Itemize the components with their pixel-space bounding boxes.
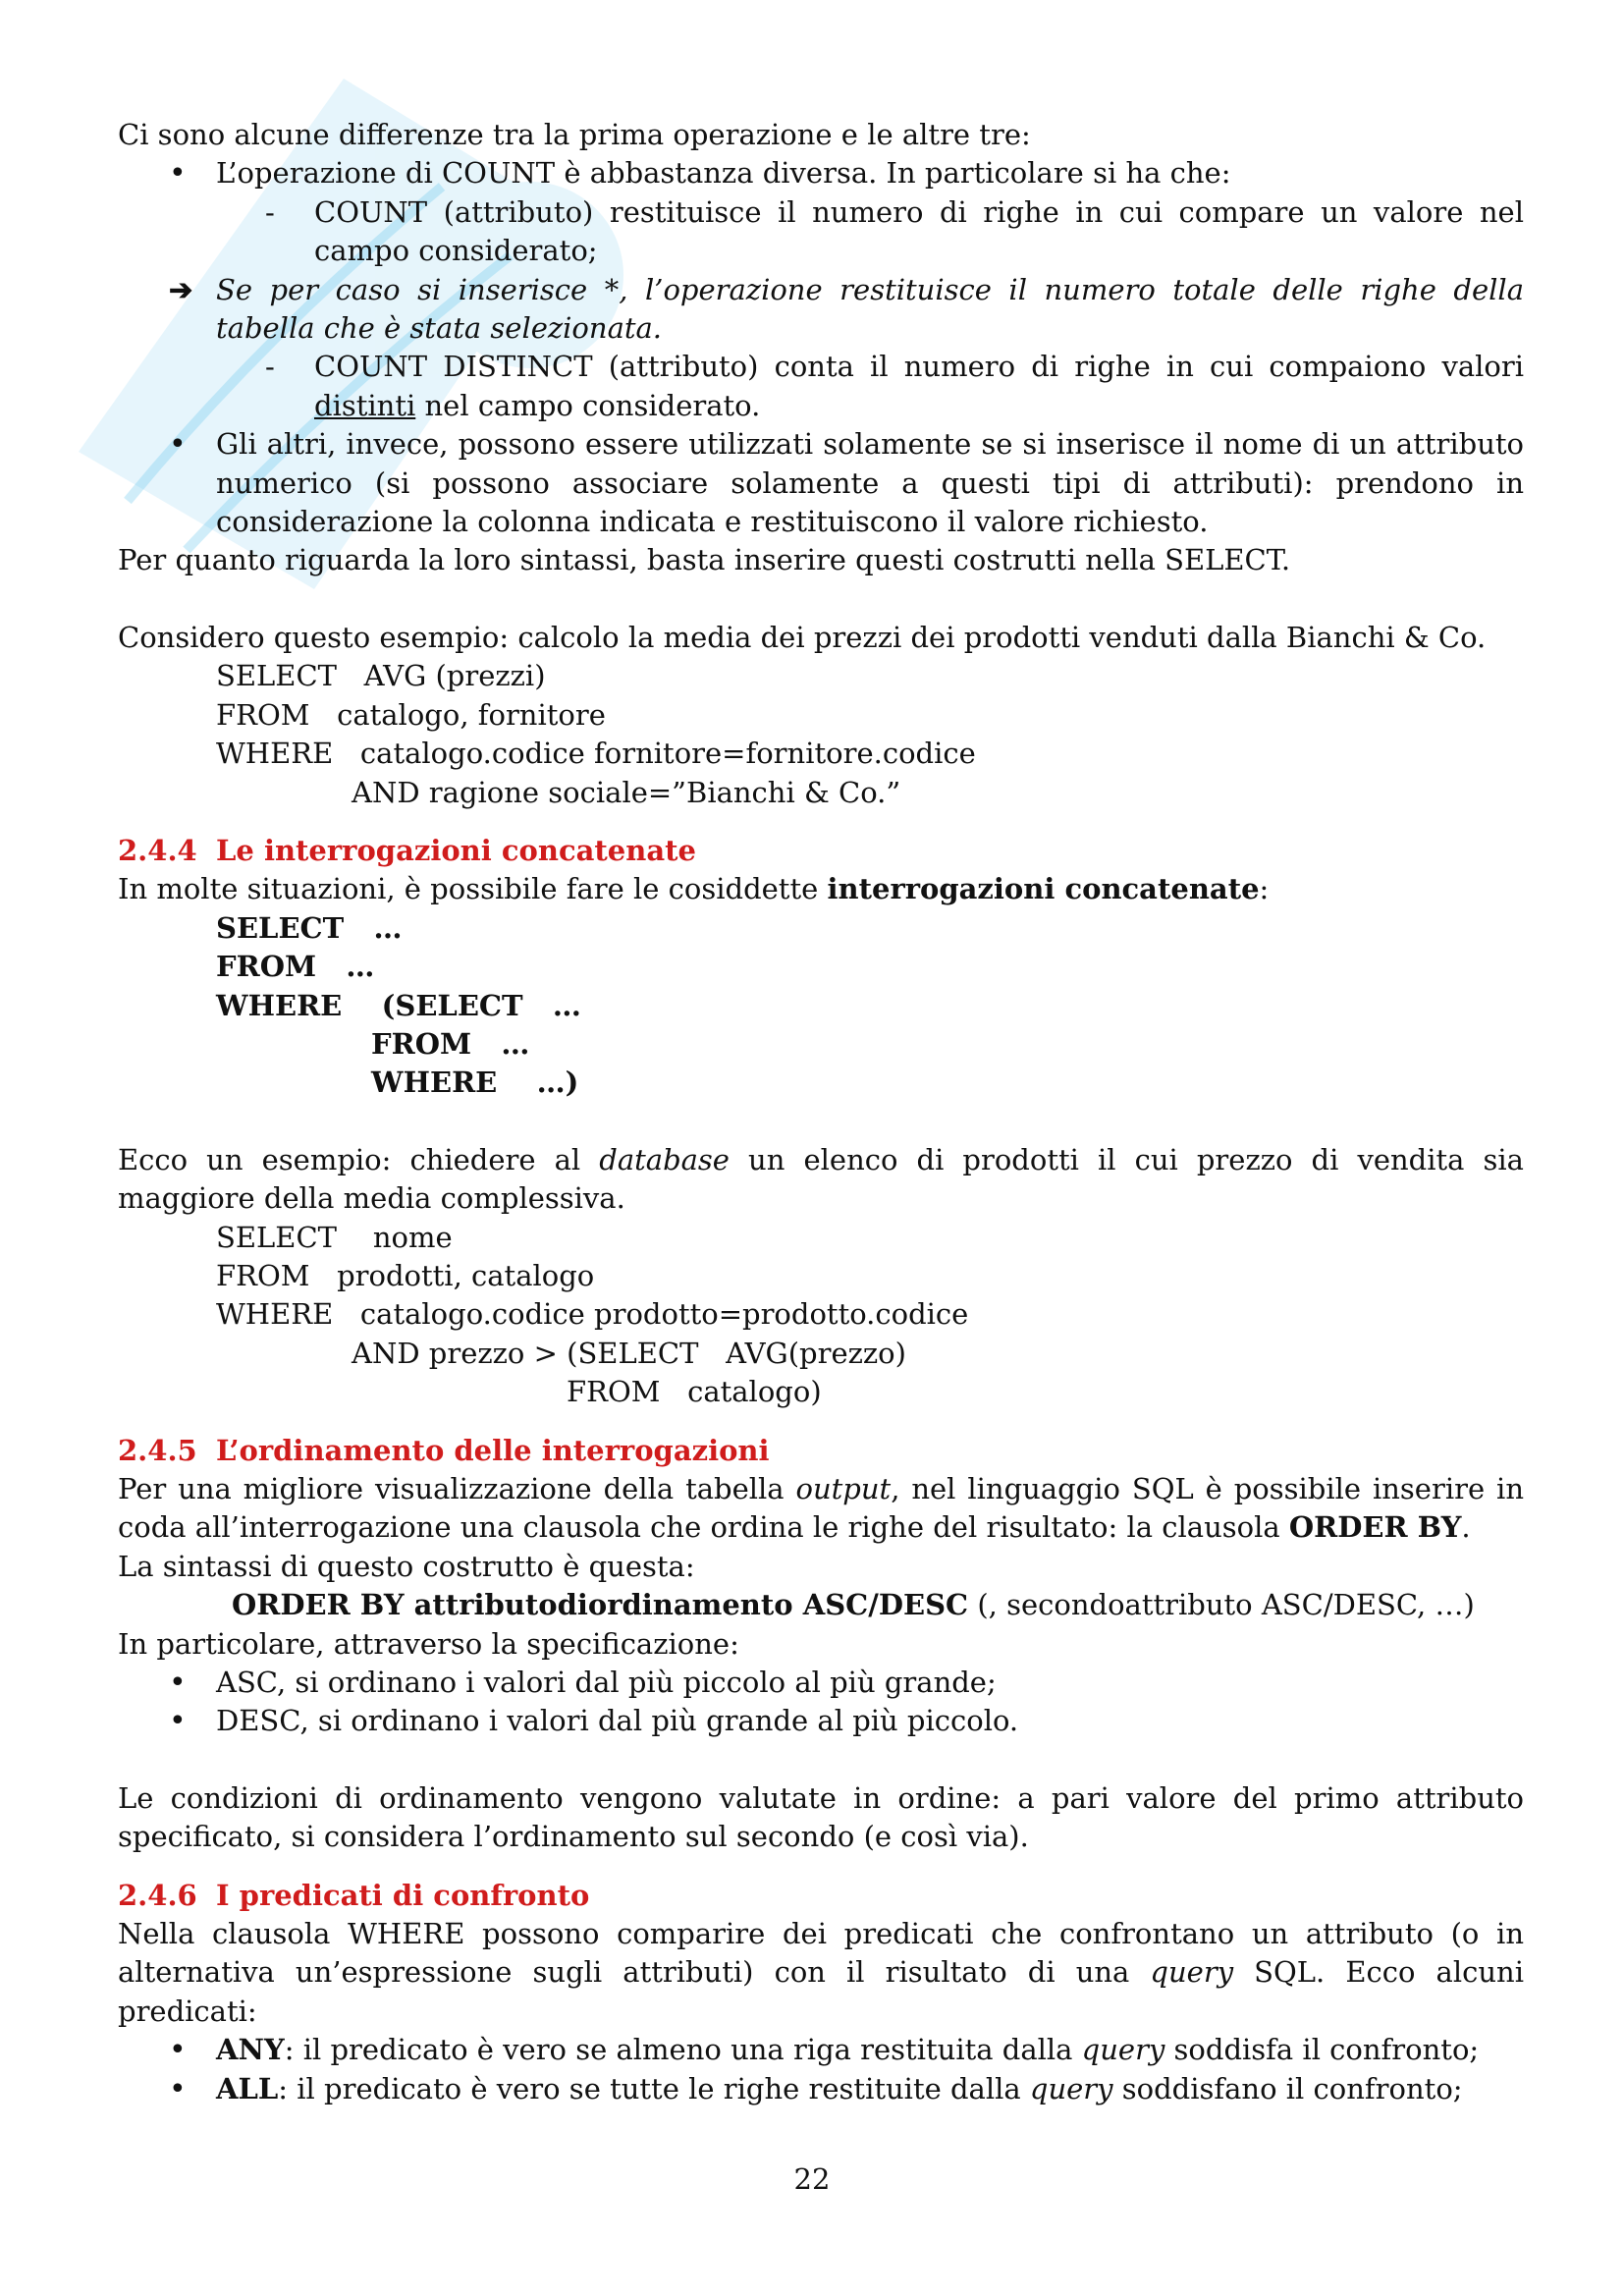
bold-term: ORDER BY attributodiordinamento ASC/DESC bbox=[232, 1588, 969, 1622]
asc-bullet: • ASC, si ordinano i valori dal più piccolo al più grande; bbox=[118, 1664, 1524, 1702]
bold-term: ORDER BY bbox=[1288, 1510, 1462, 1545]
section-title: I predicati di confronto bbox=[216, 1878, 590, 1912]
intro-paragraph: Ci sono alcune differenze tra la prima operazione e le altre tre: bbox=[118, 118, 1031, 151]
text-run: un elenco di prodotti il cui prezzo di vendita sia maggiore della media complessiva. bbox=[118, 1142, 1524, 1216]
code-line: FROM … bbox=[371, 1026, 530, 1061]
arrow-note-text: Se per caso si inserisce *, l’operazione restituisce il numero totale delle righe della tabella che è stata selezionata. bbox=[216, 272, 1524, 346]
count-distinct-underlined: distinti bbox=[314, 388, 416, 422]
count-bullet: • L’operazione di COUNT è abbastanza diversa. In particolare si ha che: bbox=[118, 154, 1524, 192]
text-run: (, secondoattributo ASC/DESC, …) bbox=[968, 1588, 1475, 1622]
section-title: L’ordinamento delle interrogazioni bbox=[216, 1433, 770, 1467]
section-245-text bbox=[118, 1470, 1524, 1548]
text-run: soddisfa il confronto; bbox=[1164, 2033, 1480, 2067]
predicates-list bbox=[118, 2031, 1524, 2108]
bold-term: ANY bbox=[216, 2033, 285, 2067]
order-by-syntax bbox=[118, 1586, 1524, 1624]
code-line: WHERE (SELECT … bbox=[216, 988, 581, 1022]
count-distinct-text-a: COUNT DISTINCT (attributo) conta il numero di righe in cui compaiono valori bbox=[314, 350, 1524, 384]
operations-list bbox=[118, 154, 1524, 192]
ordering-conditions-text: Le condizioni di ordinamento vengono valutate in ordine: a pari valore del primo attributo specificato, si considera l’ordinamento sul secondo (e così via). bbox=[118, 1780, 1524, 1854]
text-run: In molte situazioni, è possibile fare le cosiddette bbox=[118, 872, 828, 906]
code-line: AND ragione sociale=”Bianchi & Co.” bbox=[352, 775, 901, 809]
count-distinct-text-b: nel campo considerato. bbox=[415, 388, 761, 422]
code-line: WHERE catalogo.codice fornitore=fornitore.codice bbox=[216, 737, 976, 771]
text-run: : bbox=[1259, 872, 1270, 906]
operations-list-2 bbox=[118, 425, 1524, 541]
section-246-text bbox=[118, 1915, 1524, 2031]
section-title: Le interrogazioni concatenate bbox=[216, 833, 696, 867]
arrow-right-icon: ➔ bbox=[169, 272, 193, 306]
others-bullet: • Gli altri, invece, possono essere utilizzati solamente se si inserisce il nome di un attributo numerico (si possono associare solamente a questi tipi di attributi): prendono in considerazione la colonna indicata e restituiscono il valore richiesto. bbox=[118, 425, 1524, 541]
syntax-intro: La sintassi di questo costrutto è questa: bbox=[118, 1549, 695, 1583]
bold-term: interrogazioni concatenate bbox=[827, 872, 1260, 906]
text-run: , nel linguaggio SQL è possibile inserire in coda all’interrogazione una clausola che ordina le righe del risultato: la clausola bbox=[118, 1472, 1524, 1545]
code-line: SELECT nome bbox=[216, 1220, 453, 1254]
code-line: WHERE …) bbox=[371, 1066, 579, 1100]
text-run: Nella clausola WHERE possono comparire dei predicati che confrontano un attributo (o in alternativa un’espressione sugli attributi) con il risultato di una bbox=[118, 1917, 1524, 1990]
italic-term: output bbox=[795, 1472, 892, 1505]
example2-code bbox=[118, 1219, 1524, 1412]
syntax-note: Per quanto riguarda la loro sintassi, basta inserire questi costrutti nella SELECT. bbox=[118, 543, 1291, 577]
bold-term: ALL bbox=[216, 2071, 279, 2105]
arrow-note bbox=[118, 271, 1524, 349]
italic-term: database bbox=[599, 1142, 730, 1176]
section-244-text bbox=[118, 870, 1524, 908]
section-heading-2-4-5 bbox=[118, 1432, 1524, 1470]
count-dash-text: COUNT (attributo) restituisce il numero di righe in cui compare un valore nel campo considerato; bbox=[314, 194, 1524, 268]
section-heading-2-4-6 bbox=[118, 1877, 1524, 1915]
text-run: Per una migliore visualizzazione della tabella bbox=[118, 1472, 796, 1505]
code-line: SELECT … bbox=[216, 910, 403, 945]
text-run: Ecco un esempio: chiedere al bbox=[118, 1142, 600, 1176]
text-run: SQL. Ecco alcuni predicati: bbox=[118, 1955, 1524, 2028]
code-line: FROM catalogo, fornitore bbox=[216, 697, 606, 732]
section-heading-2-4-4 bbox=[118, 832, 1524, 870]
page-number: 22 bbox=[793, 2162, 831, 2196]
section-number: 2.4.5 bbox=[118, 1433, 197, 1467]
text-run: . bbox=[1461, 1510, 1471, 1545]
desc-bullet: • DESC, si ordinano i valori dal più grande al più piccolo. bbox=[118, 1702, 1524, 1740]
specification-intro: In particolare, attraverso la specificazione: bbox=[118, 1626, 739, 1661]
code-line: FROM prodotti, catalogo bbox=[216, 1258, 595, 1292]
italic-term: query bbox=[1029, 2071, 1113, 2105]
count-dash-item bbox=[118, 193, 1524, 271]
section-number: 2.4.6 bbox=[118, 1878, 197, 1912]
dash-marker: - bbox=[265, 350, 275, 384]
all-bullet bbox=[118, 2070, 1524, 2108]
text-run: soddisfano il confronto; bbox=[1112, 2071, 1463, 2105]
order-list bbox=[118, 1664, 1524, 1741]
any-bullet bbox=[118, 2031, 1524, 2069]
count-distinct-dash-item bbox=[118, 348, 1524, 425]
text-run: : il predicato è vero se tutte le righe restituite dalla bbox=[278, 2071, 1030, 2105]
code-line: FROM catalogo) bbox=[567, 1375, 822, 1409]
dash-marker: - bbox=[265, 194, 275, 229]
nested-query-code bbox=[118, 909, 1524, 1103]
code-line: FROM … bbox=[216, 950, 375, 984]
example2-intro bbox=[118, 1141, 1524, 1219]
page-content bbox=[118, 116, 1524, 2108]
italic-term: query bbox=[1081, 2033, 1165, 2067]
example1-code bbox=[118, 657, 1524, 812]
code-line: SELECT AVG (prezzi) bbox=[216, 659, 546, 693]
italic-term: query bbox=[1150, 1955, 1234, 1990]
code-line: WHERE catalogo.codice prodotto=prodotto.codice bbox=[216, 1297, 969, 1332]
example1-intro: Considero questo esempio: calcolo la media dei prezzi dei prodotti venduti dalla Bianchi & Co. bbox=[118, 620, 1487, 654]
text-run: : il predicato è vero se almeno una riga restituita dalla bbox=[284, 2033, 1082, 2067]
section-number: 2.4.4 bbox=[118, 833, 197, 867]
code-line: AND prezzo > (SELECT AVG(prezzo) bbox=[352, 1336, 906, 1370]
